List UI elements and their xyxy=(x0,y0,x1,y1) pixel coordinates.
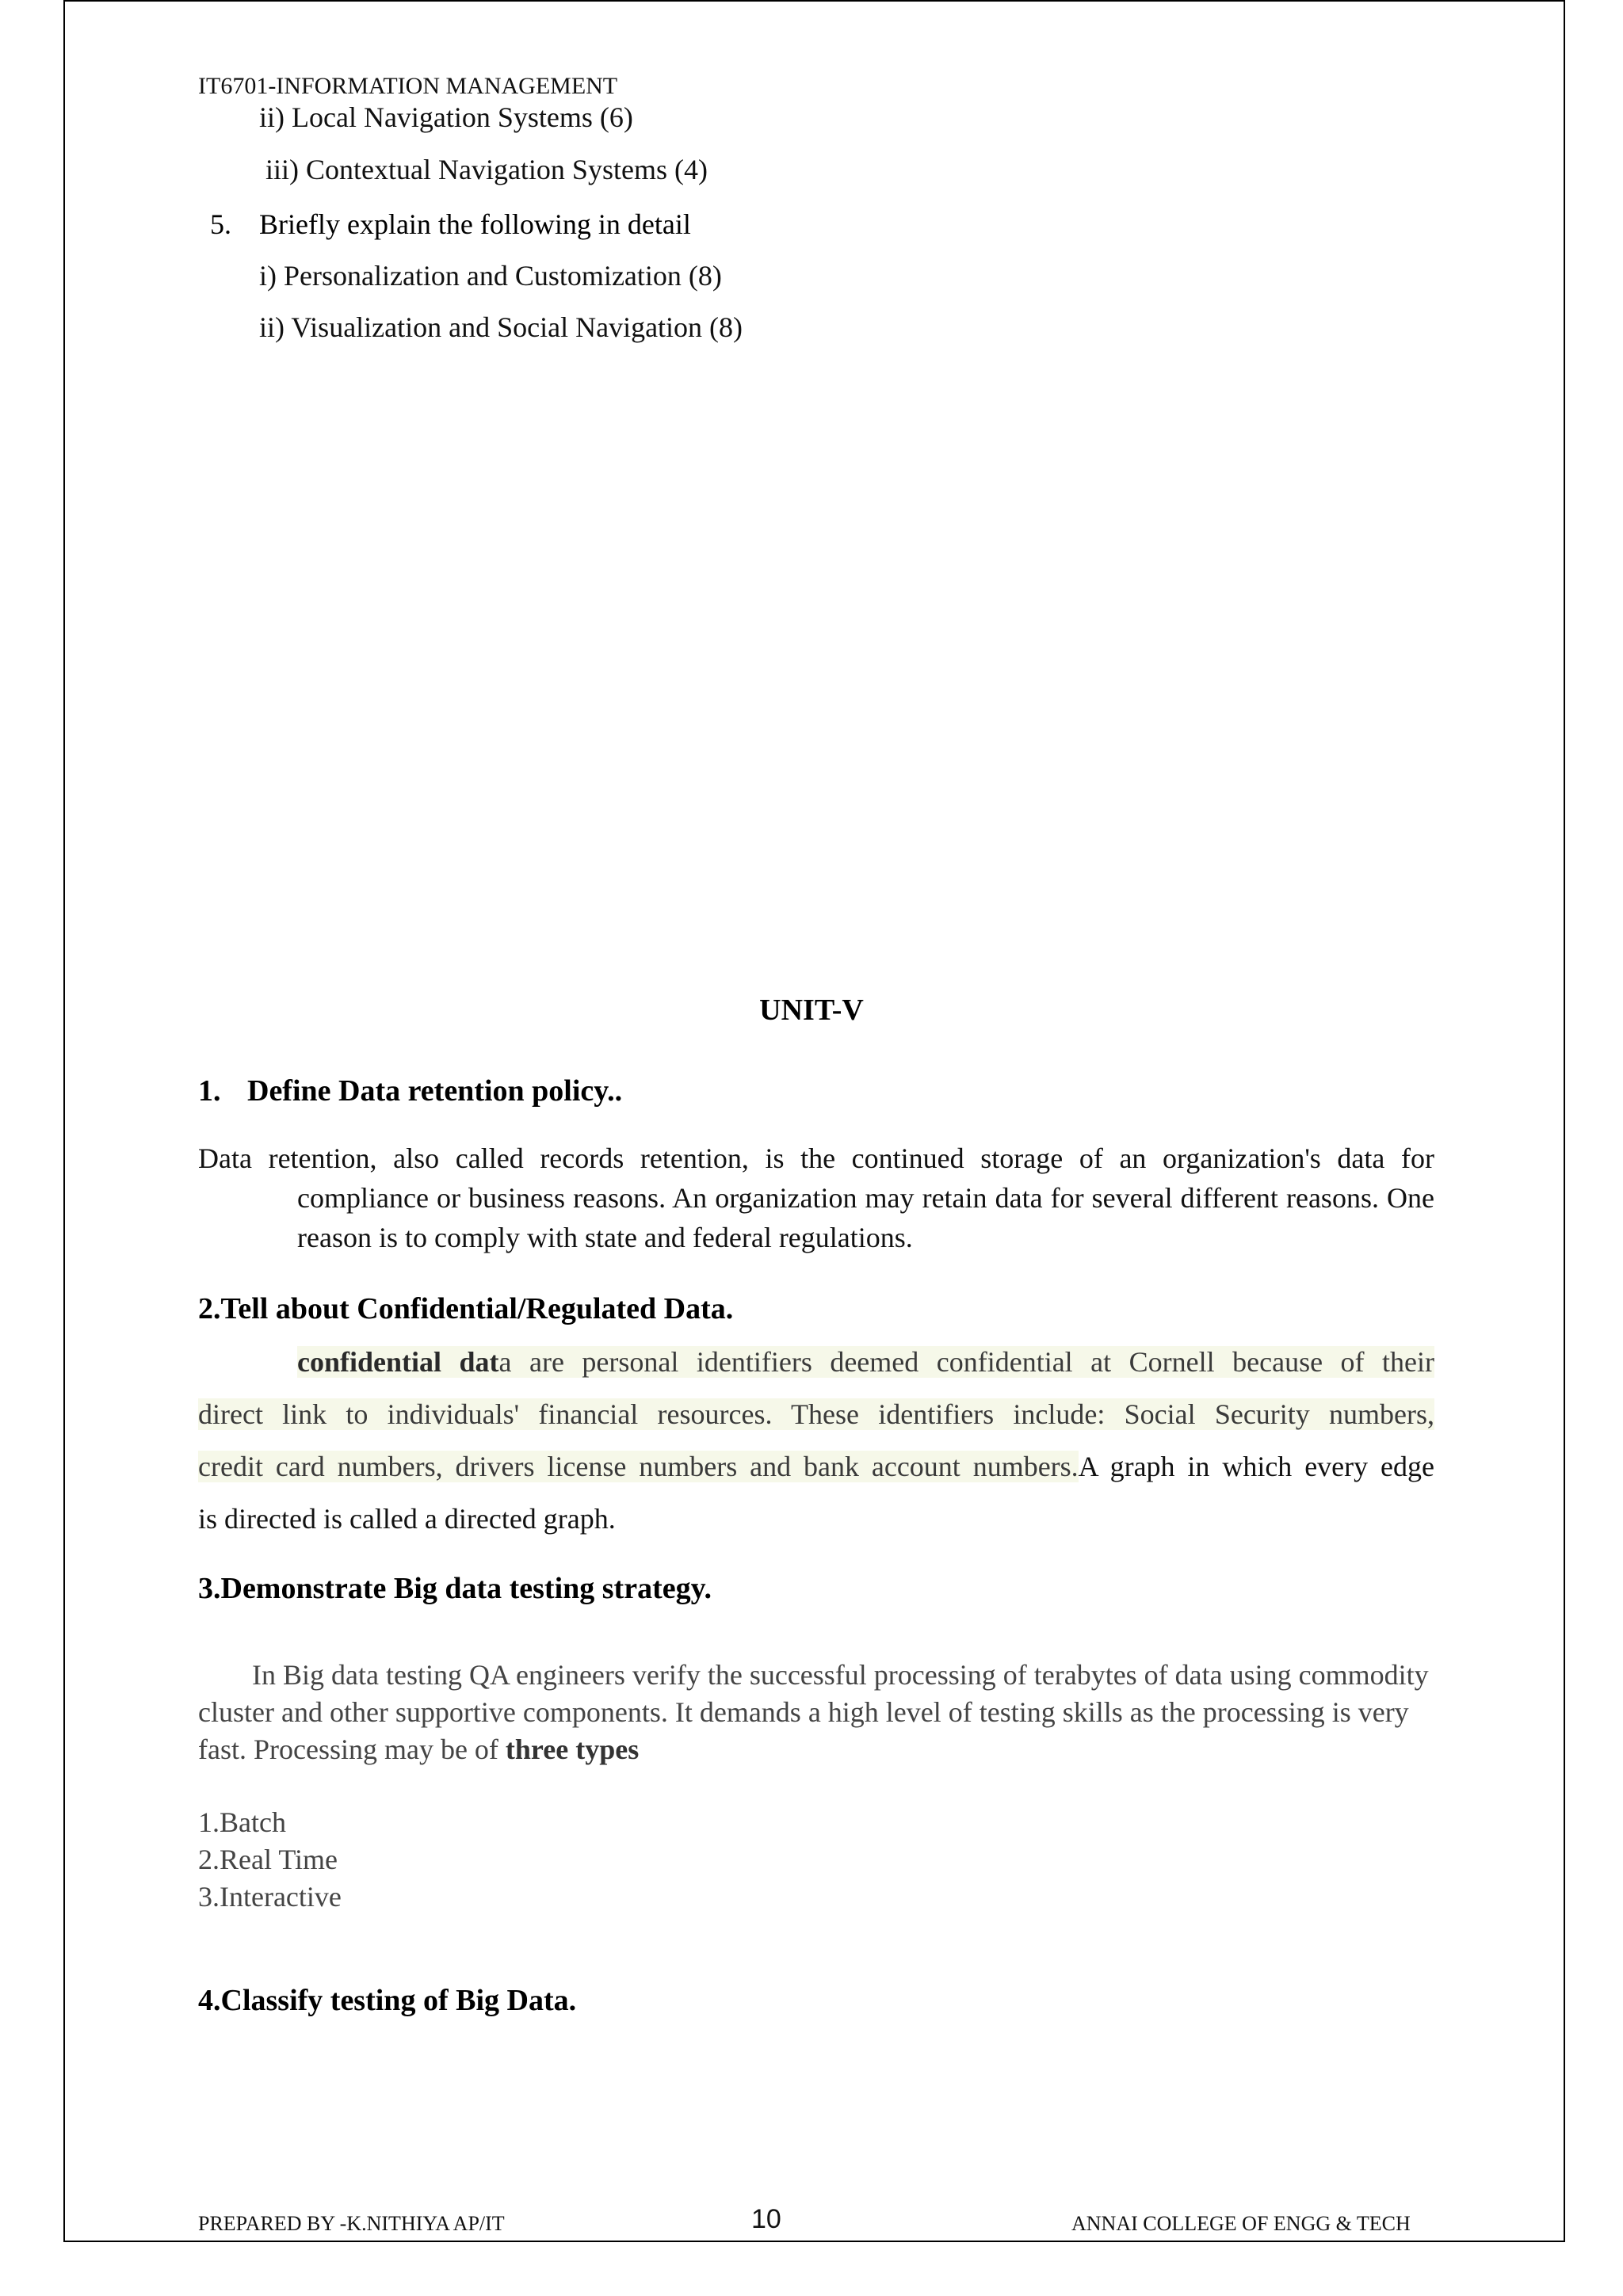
prev-item-local-navigation: ii) Local Navigation Systems (6) xyxy=(259,101,633,133)
question-2-title: 2.Tell about Confidential/Regulated Data. xyxy=(198,1292,734,1325)
question-3-paragraph-text: In Big data testing QA engineers verify the successful processing of terabytes of data using commodity cluster and other supportive components. It demands a high level of testing skills as the processing is very fast. Processing may be of xyxy=(198,1659,1429,1765)
question-4-title: 4.Classify testing of Big Data. xyxy=(198,1984,577,2017)
unit-title: UNIT-V xyxy=(759,994,864,1027)
list-item: 2.Real Time xyxy=(198,1844,338,1875)
question-2-line-4: is directed is called a directed graph. xyxy=(198,1503,616,1535)
header-title: IT6701-INFORMATION MANAGEMENT xyxy=(198,73,618,99)
question-1-answer-first-line: Data retention, also called records retention, is the continued storage of an organization's data for xyxy=(198,1142,1434,1174)
question-2-line-3 xyxy=(198,1440,1434,1493)
question-3-three-types: three types xyxy=(505,1733,640,1765)
question-2-line-2 xyxy=(198,1388,1434,1440)
question-1-answer xyxy=(198,1138,1434,1257)
question-1-title: Define Data retention policy.. xyxy=(247,1074,623,1108)
question-2-answer xyxy=(198,1336,1434,1545)
question-2-line-1 xyxy=(198,1336,1434,1388)
list-item: 3.Interactive xyxy=(198,1881,342,1913)
processing-types-list xyxy=(198,1804,342,1916)
question-5-number: 5. xyxy=(210,208,231,240)
list-item: 1.Batch xyxy=(198,1806,286,1838)
question-5-text: Briefly explain the following in detail xyxy=(259,208,691,240)
question-2-line-1-rest: a are personal identifiers deemed confidential at Cornell because of their xyxy=(498,1346,1435,1378)
question-2-line-3-highlight: credit card numbers, drivers license numbers and bank account numbers. xyxy=(198,1451,1079,1482)
footer-page-number: 10 xyxy=(751,2204,781,2234)
q5-item-visualization: ii) Visualization and Social Navigation (8) xyxy=(259,311,743,343)
question-3-paragraph xyxy=(198,1657,1434,1768)
question-3-title: 3.Demonstrate Big data testing strategy. xyxy=(198,1572,712,1605)
q5-item-personalization: i) Personalization and Customization (8) xyxy=(259,260,722,292)
question-2-line-2-text: direct link to individuals' financial resources. These identifiers include: Social Security numbers, xyxy=(198,1398,1434,1430)
prev-item-contextual-navigation: iii) Contextual Navigation Systems (4) xyxy=(265,154,708,185)
footer-college: ANNAI COLLEGE OF ENGG & TECH xyxy=(1071,2212,1411,2235)
footer-prepared-by: PREPARED BY -K.NITHIYA AP/IT xyxy=(198,2212,505,2235)
confidential-data-term: confidential dat xyxy=(297,1346,499,1378)
question-1-number: 1. xyxy=(198,1074,221,1108)
question-2-line-3-rest: A graph in which every edge xyxy=(1078,1451,1434,1482)
question-1-answer-rest: compliance or business reasons. An organization may retain data for several different reasons. One reason is to comply with state and federal regulations. xyxy=(297,1182,1434,1253)
